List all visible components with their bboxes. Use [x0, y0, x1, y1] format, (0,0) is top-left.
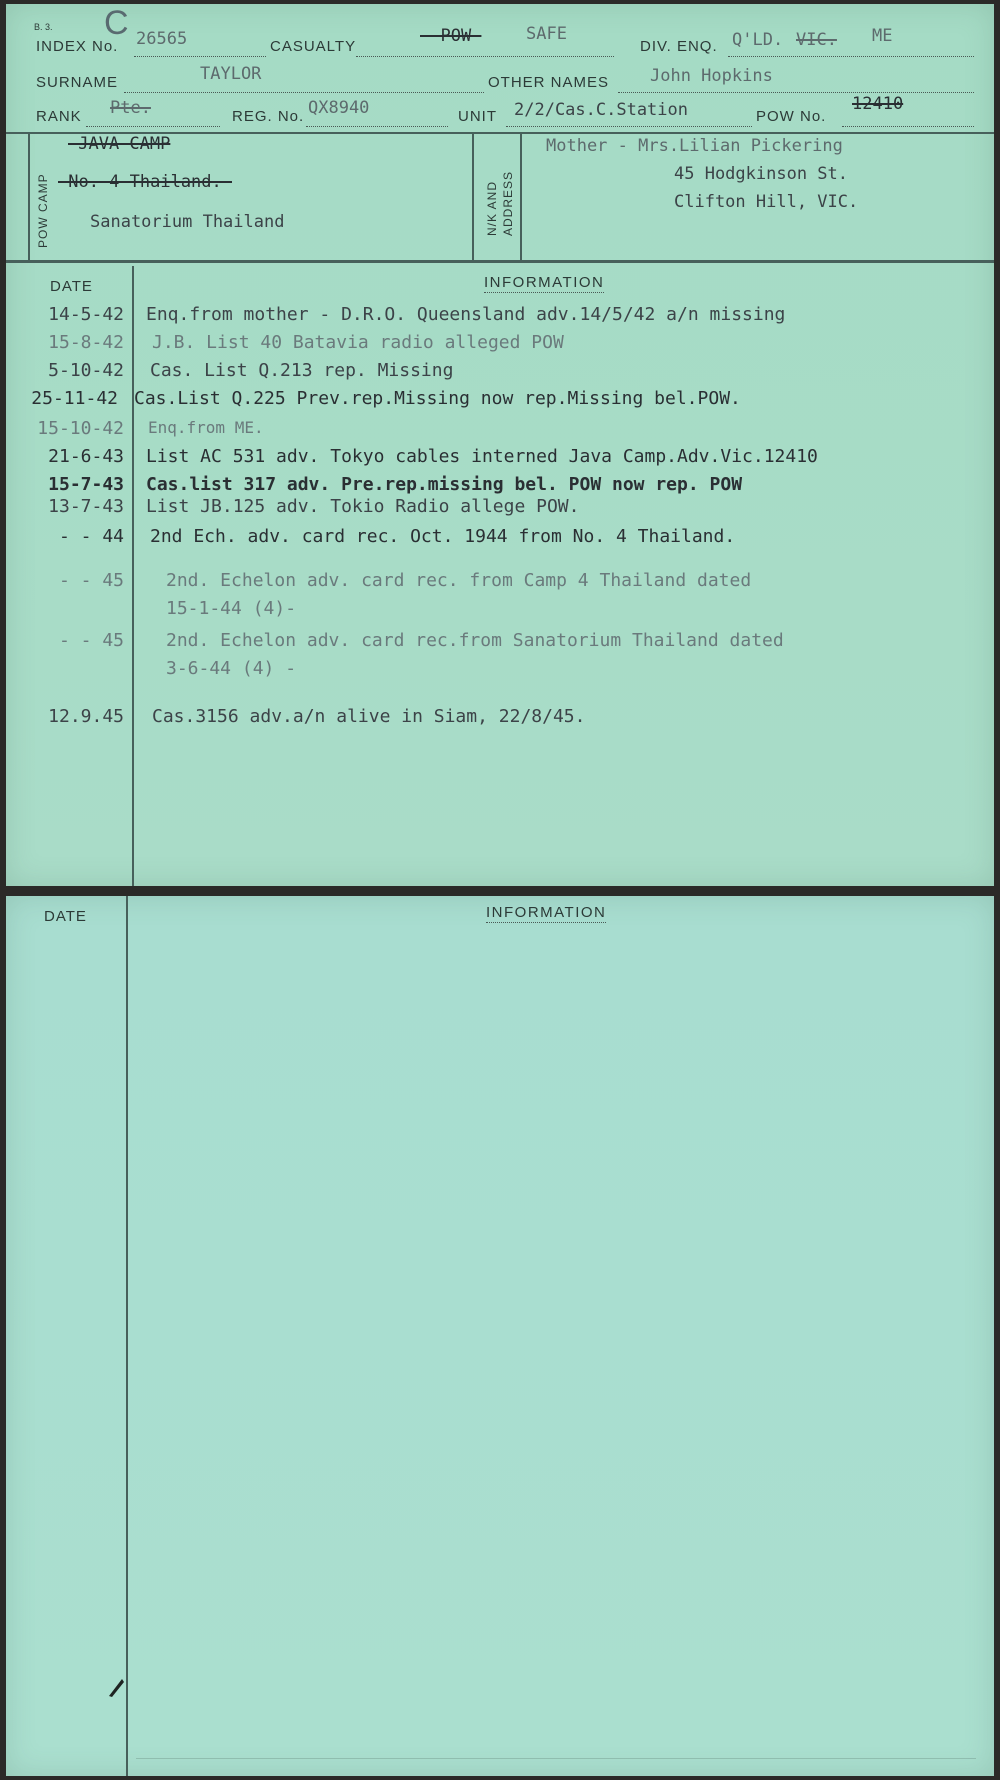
date-header: DATE: [50, 278, 93, 295]
address-line-1: Mother - Mrs.Lilian Pickering: [546, 136, 843, 156]
row-date: 15-8-42: [48, 332, 124, 353]
reg-no-dots: [306, 126, 448, 127]
div-enq-struck: VIC.: [796, 30, 837, 50]
index-letter: C: [104, 4, 129, 42]
rank-label: RANK: [36, 108, 82, 125]
pow-camp-line-2: -No.-4-Thailand.-: [58, 172, 232, 192]
row-date: 15-7-43: [48, 474, 124, 495]
unit-dots: [506, 126, 752, 127]
reg-no-value: QX8940: [308, 98, 370, 118]
other-names-value: John Hopkins: [650, 66, 773, 86]
rank-value: Pte.: [110, 98, 151, 118]
row-date: 5-10-42: [48, 360, 124, 381]
address-line-3: Clifton Hill, VIC.: [674, 192, 859, 212]
row-date: 21-6-43: [48, 446, 124, 467]
information-header: INFORMATION: [484, 274, 605, 291]
pow-camp-line-3: Sanatorium Thailand: [90, 212, 285, 232]
row-date: 12.9.45: [48, 706, 124, 727]
row-info: 2nd. Echelon adv. card rec. from Camp 4 Thailand dated: [166, 570, 752, 591]
table-column-divider: [132, 266, 134, 886]
pow-no-value: 12410: [852, 94, 904, 114]
unit-value: 2/2/Cas.C.Station: [514, 100, 688, 120]
row-info: Cas.List Q.225 Prev.rep.Missing now rep.Missing bel.POW.: [134, 388, 741, 409]
pow-camp-label: POW CAMP: [36, 173, 50, 248]
row-date: - - 44: [58, 526, 124, 547]
row-info-continued: 3-6-44 (4) -: [166, 658, 297, 679]
pow-no-dots: [842, 126, 974, 127]
index-dots: [134, 56, 266, 57]
casualty-dots: [356, 56, 614, 57]
row-date: - - 45: [58, 570, 124, 591]
form-code: B. 3.: [34, 22, 53, 32]
row-date: 14-5-42: [48, 304, 124, 325]
nk-label-divider: [520, 132, 522, 260]
row-date: - - 45: [58, 630, 124, 651]
pow-camp-line-1: -JAVA CAMP: [68, 134, 171, 154]
row-info: Cas.list 317 adv. Pre.rep.missing bel. POW now rep. POW: [146, 474, 743, 495]
row-info: Cas.3156 adv.a/n alive in Siam, 22/8/45.: [152, 706, 586, 727]
row-info: List AC 531 adv. Tokyo cables interned Java Camp.Adv.Vic.12410: [146, 446, 818, 467]
row-date: 15-10-42: [37, 418, 124, 439]
index-label: INDEX No.: [36, 38, 119, 55]
surname-dots: [124, 92, 484, 93]
surname-label: SURNAME: [36, 74, 119, 91]
casualty-label: CASUALTY: [270, 38, 357, 55]
casualty-value: SAFE: [526, 24, 567, 44]
row-info: List JB.125 adv. Tokio Radio allege POW.: [146, 496, 580, 517]
pow-no-label: POW No.: [756, 108, 827, 125]
camp-label-divider: [28, 132, 30, 260]
back-date-header: DATE: [44, 908, 87, 925]
record-card-front: [6, 4, 994, 886]
other-names-label: OTHER NAMES: [488, 74, 610, 91]
div-enq-extra: ME: [872, 26, 893, 46]
row-info-continued: 15-1-44 (4)-: [166, 598, 297, 619]
row-info: Cas. List Q.213 rep. Missing: [150, 360, 454, 381]
surname-value: TAYLOR: [200, 64, 262, 84]
rank-dots: [86, 126, 220, 127]
div-enq-value: Q'LD.: [732, 30, 784, 50]
back-column-divider: [126, 896, 128, 1776]
div-enq-dots: [728, 56, 974, 57]
reg-no-label: REG. No.: [232, 108, 305, 125]
row-info: 2nd Ech. adv. card rec. Oct. 1944 from No. 4 Thailand.: [150, 526, 736, 547]
div-enq-label: DIV. ENQ.: [640, 38, 718, 55]
address-line-2: 45 Hodgkinson St.: [674, 164, 848, 184]
ink-mark: [106, 1676, 126, 1700]
row-info: 2nd. Echelon adv. card rec.from Sanatorium Thailand dated: [166, 630, 784, 651]
camp-address-divider: [472, 132, 474, 260]
back-information-header: INFORMATION: [486, 904, 607, 921]
row-date: 13-7-43: [48, 496, 124, 517]
row-date: 25-11-42: [31, 388, 118, 409]
other-names-dots: [618, 92, 974, 93]
nk-address-label: N/K AND ADDRESS: [485, 170, 515, 236]
back-bottom-mark: [136, 1758, 976, 1759]
unit-label: UNIT: [458, 108, 497, 125]
row-info: Enq.from ME.: [148, 418, 264, 437]
row-info: Enq.from mother - D.R.O. Queensland adv.14/5/42 a/n missing: [146, 304, 786, 325]
box-bottom-rule: [6, 260, 994, 263]
row-info: J.B. List 40 Batavia radio alleged POW: [152, 332, 564, 353]
record-card-back: [6, 896, 994, 1776]
index-number: 26565: [136, 29, 188, 49]
casualty-struck-value: --POW-: [420, 26, 482, 46]
